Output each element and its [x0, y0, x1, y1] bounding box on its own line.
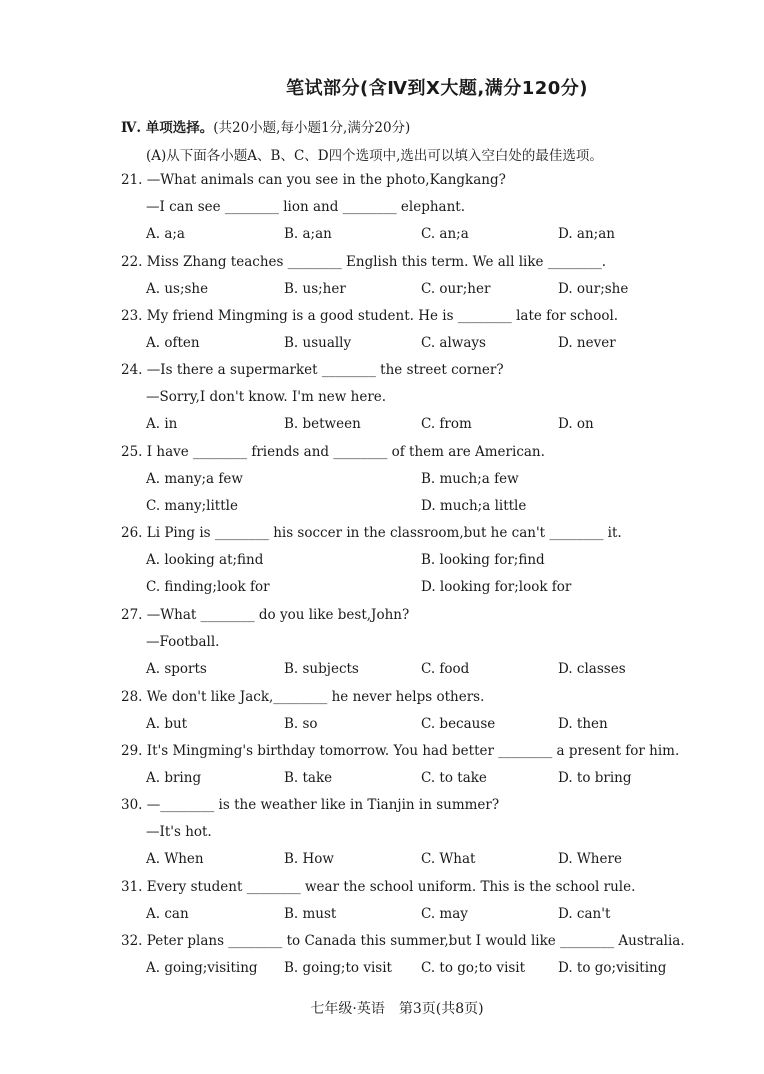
question-23-option-c: C. always	[421, 335, 486, 351]
question-31-option-a: A. can	[146, 906, 189, 922]
question-21-line-2: —I can see ________ lion and ________ elephant.	[146, 199, 466, 215]
question-25-option-d: D. much;a little	[421, 498, 527, 514]
question-28-option-c: C. because	[421, 716, 496, 732]
question-24-option-d: D. on	[558, 416, 594, 432]
question-25-option-a: A. many;a few	[146, 471, 243, 487]
question-24-option-c: C. from	[421, 416, 472, 432]
question-22-stem: 22. Miss Zhang teaches ________ English this term. We all like ________.	[121, 254, 607, 270]
question-27-stem: 27. —What ________ do you like best,John?	[121, 607, 410, 623]
question-22-option-b: B. us;her	[284, 281, 346, 297]
question-22-option-c: C. our;her	[421, 281, 491, 297]
question-30-option-a: A. When	[146, 851, 204, 867]
question-29-option-a: A. bring	[146, 770, 202, 786]
section-heading	[121, 116, 410, 136]
question-23-option-d: D. never	[558, 335, 616, 351]
question-23-stem: 23. My friend Mingming is a good student. He is ________ late for school.	[121, 308, 619, 324]
question-21-option-c: C. an;a	[421, 226, 469, 242]
page-footer	[0, 998, 764, 1018]
question-24-line-2: —Sorry,I don't know. I'm new here.	[146, 389, 387, 405]
question-26-option-c: C. finding;look for	[146, 579, 270, 595]
question-29-option-b: B. take	[284, 770, 333, 786]
question-21-option-d: D. an;an	[558, 226, 615, 242]
question-27-option-a: A. sports	[146, 661, 207, 677]
question-24-stem: 24. —Is there a supermarket ________ the street corner?	[121, 362, 504, 378]
question-31-stem: 31. Every student ________ wear the school uniform. This is the school rule.	[121, 879, 636, 895]
question-32-option-d: D. to go;visiting	[558, 960, 667, 976]
question-31-option-d: D. can't	[558, 906, 611, 922]
question-27-option-c: C. food	[421, 661, 470, 677]
question-27-line-2: —Football.	[146, 634, 220, 650]
section-score-note: (共20小题,每小题1分,满分20分)	[213, 120, 411, 136]
question-24-option-b: B. between	[284, 416, 361, 432]
section-instruction: (A)从下面各小题A、B、C、D四个选项中,选出可以填入空白处的最佳选项。	[146, 148, 603, 164]
question-24-option-a: A. in	[146, 416, 178, 432]
question-30-stem: 30. —________ is the weather like in Tianjin in summer?	[121, 797, 500, 813]
question-28-option-a: A. but	[146, 716, 188, 732]
page-footer-text: 七年级·英语 第3页(共8页)	[310, 1001, 484, 1017]
question-22-option-a: A. us;she	[146, 281, 209, 297]
question-32-stem: 32. Peter plans ________ to Canada this summer,but I would like ________ Australia.	[121, 933, 685, 949]
question-28-option-d: D. then	[558, 716, 608, 732]
section-heading-label: Ⅳ. 单项选择。	[121, 120, 214, 136]
question-32-option-c: C. to go;to visit	[421, 960, 526, 976]
question-31-option-c: C. may	[421, 906, 468, 922]
question-28-option-b: B. so	[284, 716, 318, 732]
question-30-option-d: D. Where	[558, 851, 622, 867]
question-29-option-c: C. to take	[421, 770, 487, 786]
question-23-option-b: B. usually	[284, 335, 352, 351]
question-31-option-b: B. must	[284, 906, 337, 922]
question-27-option-d: D. classes	[558, 661, 626, 677]
question-26-option-d: D. looking for;look for	[421, 579, 572, 595]
question-21-stem: 21. —What animals can you see in the photo,Kangkang?	[121, 172, 506, 188]
question-21-option-b: B. a;an	[284, 226, 332, 242]
question-29-option-d: D. to bring	[558, 770, 632, 786]
question-28-stem: 28. We don't like Jack,________ he never helps others.	[121, 689, 485, 705]
question-21-option-a: A. a;a	[146, 226, 185, 242]
question-30-option-c: C. What	[421, 851, 476, 867]
question-26-stem: 26. Li Ping is ________ his soccer in the classroom,but he can't ________ it.	[121, 525, 622, 541]
page-title-text: 笔试部分(含Ⅳ到Ⅹ大题,满分120分)	[285, 78, 589, 99]
page-title	[0, 74, 764, 100]
question-22-option-d: D. our;she	[558, 281, 629, 297]
question-30-line-2: —It's hot.	[146, 824, 212, 840]
question-27-option-b: B. subjects	[284, 661, 359, 677]
question-29-stem: 29. It's Mingming's birthday tomorrow. You had better ________ a present for him.	[121, 743, 680, 759]
question-32-option-b: B. going;to visit	[284, 960, 392, 976]
question-32-option-a: A. going;visiting	[146, 960, 258, 976]
question-26-option-b: B. looking for;find	[421, 552, 545, 568]
question-26-option-a: A. looking at;find	[146, 552, 264, 568]
question-25-stem: 25. I have ________ friends and ________ of them are American.	[121, 444, 545, 460]
question-30-option-b: B. How	[284, 851, 334, 867]
question-25-option-b: B. much;a few	[421, 471, 519, 487]
question-25-option-c: C. many;little	[146, 498, 238, 514]
question-23-option-a: A. often	[146, 335, 200, 351]
